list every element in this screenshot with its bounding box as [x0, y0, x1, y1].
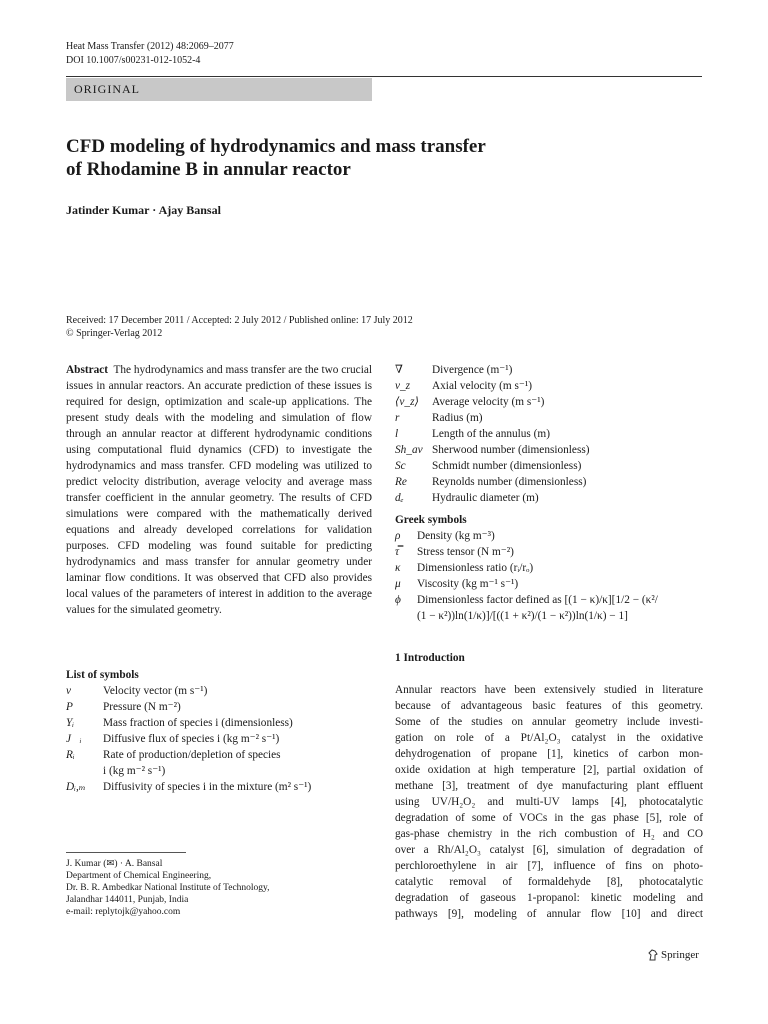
symbol-row: [66, 779, 372, 795]
address-line: e-mail: replytojk@yahoo.com: [66, 907, 181, 917]
symbol-row: [66, 715, 372, 731]
footnote-rule: [66, 852, 186, 853]
symbol: Re: [395, 476, 407, 488]
symbol-description: Schmidt number (dimensionless): [432, 460, 582, 472]
title-line-2: of Rhodamine B in annular reactor: [66, 159, 351, 180]
symbol-row: [395, 544, 703, 560]
symbol-description: Dimensionless ratio (rᵢ/rₒ): [417, 562, 534, 574]
greek-heading: Greek symbols: [395, 514, 467, 526]
symbol: v_z: [395, 380, 411, 392]
abstract: [66, 362, 372, 618]
symbol-row: [66, 731, 372, 747]
symbol-row: [395, 442, 703, 458]
address-line: Jalandhar 144011, Punjab, India: [66, 895, 189, 905]
abstract-text: The hydrodynamics and mass transfer are the two crucial issues in annular reactors. An accurate prediction of these issues is required for design, optimization and scale-up applications. The present study deals with the modeling and simulation of flow through an annular reactor at different hydrodynamic conditions using computational fluid dynamics (CFD) to investigate the hydrodynamics and mass transfer. CFD modeling was utilized to predict velocity distribution, average velocity and average mass transfer coefficient in the annular geometry. The results of CFD simulations were compared with the mathematically derived equations and already developed correlations for validation purposes. CFD modeling was found suitable for predicting hydrodynamics and mass transfer for annular geometry under laminar flow conditions. It was observed that CFD also provides local values of the parameters of interest in addition to the average values for the simulated geometry.: [66, 364, 372, 616]
symbol-row: [395, 528, 703, 544]
address-line: Dr. B. R. Ambedkar National Institute of Technology,: [66, 883, 270, 893]
symbol-row: [395, 378, 703, 394]
symbol-row: [395, 410, 703, 426]
intro-line: over a Rh/Al₂O₃ catalyst [6], simulation of degradation of: [395, 844, 703, 856]
symbol-row: [395, 490, 703, 506]
symbol-description: Average velocity (m s⁻¹): [432, 396, 545, 408]
symbol-description: Axial velocity (m s⁻¹): [432, 380, 533, 392]
symbol-description: Diffusive flux of species i (kg m⁻² s⁻¹): [103, 733, 280, 745]
symbol: l: [395, 428, 399, 440]
journal-citation: Heat Mass Transfer (2012) 48:2069–2077: [66, 41, 234, 52]
symbol-row: [66, 699, 372, 715]
symbol-description: Hydraulic diameter (m): [432, 492, 539, 504]
dates: Received: 17 December 2011 / Accepted: 2 July 2012 / Published online: 17 July 2012: [66, 315, 413, 326]
address-line: Department of Chemical Engineering,: [66, 871, 212, 881]
publisher-name: Springer: [661, 949, 699, 961]
symbol-row: [395, 362, 703, 378]
symbol: Rᵢ: [66, 749, 75, 761]
symbol-row: [395, 560, 703, 576]
symbol-description: Dimensionless factor defined as [(1 − κ)/κ][1/2 − (κ²/: [417, 594, 658, 606]
symbol: Sc: [395, 460, 406, 472]
symbol-description: (1 − κ²))ln(1/κ)]/[((1 + κ²)/(1 − κ²))ln(1/κ) − 1]: [417, 610, 628, 622]
list-of-symbols: [66, 667, 372, 795]
intro-line: gation on role of a Pt/Al₂O₃ catalyst in the oxidative: [395, 732, 703, 744]
intro-heading: 1 Introduction: [395, 652, 465, 664]
symbol-description: Radius (m): [432, 412, 483, 424]
symbol: Dᵢ,ₘ: [66, 781, 86, 793]
symbols-right-list: [395, 362, 703, 506]
publication-info: [66, 314, 413, 340]
intro-line: catalytic removal of formaldehyde [8], photocatalytic: [395, 876, 703, 888]
intro-line: methane [3], treatment of dye manufacturing plant effluent: [395, 780, 703, 792]
intro-line: oxide oxidation at high temperature [2], partial oxidation of: [395, 764, 703, 776]
symbol: ϕ: [395, 594, 401, 606]
header-rule: [66, 76, 702, 77]
symbol-description: Stress tensor (N m⁻²): [417, 546, 514, 558]
symbol-description: Divergence (m⁻¹): [432, 364, 513, 376]
symbol-row: [395, 426, 703, 442]
symbol-row: [395, 592, 703, 608]
copyright: © Springer-Verlag 2012: [66, 328, 163, 339]
abstract-label: Abstract: [66, 364, 109, 376]
symbol-description: Viscosity (kg m⁻¹ s⁻¹): [417, 578, 519, 590]
symbol-row: [395, 608, 703, 624]
intro-line: because of advantageous basic features of this geometry.: [395, 700, 703, 712]
publisher-mark: [648, 949, 699, 961]
symbols-left-list: [66, 683, 372, 795]
symbols-right: [395, 362, 703, 624]
list-of-symbols-heading: List of symbols: [66, 669, 139, 681]
symbol: r: [395, 412, 400, 424]
symbol: ρ: [395, 530, 401, 542]
springer-horse-icon: [648, 949, 658, 961]
intro-line: using UV/H₂O₂ and multi-UV lamps [4], photocatalytic: [395, 796, 703, 808]
symbol-description: Diffusivity of species i in the mixture (m² s⁻¹): [103, 781, 312, 793]
symbol-description: Pressure (N m⁻²): [103, 701, 181, 713]
intro-line: gas-phase chemistry in the rich combustion of H₂ and CO: [395, 828, 703, 840]
paper-title: [66, 135, 626, 181]
symbol-row: [66, 683, 372, 699]
symbol-row: [395, 394, 703, 410]
symbol: κ: [395, 562, 401, 574]
symbol-description: Velocity vector (m s⁻¹): [103, 685, 208, 697]
address-line: J. Kumar (✉) · A. Bansal: [66, 859, 163, 869]
section-band: [66, 78, 372, 101]
symbol: μ: [395, 578, 401, 590]
title-line-1: CFD modeling of hydrodynamics and mass transfer: [66, 136, 486, 157]
section-label: ORIGINAL: [74, 82, 140, 96]
intro-line: pathways [9], modeling of annular flow [10] and direct: [395, 908, 703, 920]
author-address: [66, 858, 270, 918]
intro-line: dehydrogenation of propane [1], kinetics of carbon mon-: [395, 748, 703, 760]
intro-line: degradation of some of VOCs in the gas phase [5], role of: [395, 812, 703, 824]
symbol: Yᵢ: [66, 717, 75, 729]
intro-line: degradation of gaseous 1-propanol: kinetic modeling and: [395, 892, 703, 904]
symbol: ⟨v_z⟩: [395, 396, 419, 408]
symbol: J⃗ᵢ: [66, 733, 82, 745]
symbol-description: Sherwood number (dimensionless): [432, 444, 590, 456]
symbol-description: Mass fraction of species i (dimensionless): [103, 717, 293, 729]
symbol: P: [66, 701, 73, 713]
symbol: ∇: [395, 364, 403, 376]
symbol-row: [66, 747, 372, 763]
symbol-description: i (kg m⁻² s⁻¹): [103, 765, 166, 777]
symbol: τ̿: [395, 546, 400, 558]
symbol-row: [395, 458, 703, 474]
symbol-row: [395, 474, 703, 490]
intro-line: perchloroethylene in air [7], influence of fins on photo-: [395, 860, 703, 872]
authors: Jatinder Kumar · Ajay Bansal: [66, 203, 221, 217]
doi: DOI 10.1007/s00231-012-1052-4: [66, 55, 201, 66]
symbol: dₑ: [395, 492, 404, 504]
intro-line: Annular reactors have been extensively studied in literature: [395, 684, 703, 696]
symbol-description: Reynolds number (dimensionless): [432, 476, 587, 488]
symbol-description: Density (kg m⁻³): [417, 530, 495, 542]
symbol-description: Rate of production/depletion of species: [103, 749, 281, 761]
symbol-row: [395, 576, 703, 592]
intro-text: [395, 682, 703, 922]
greek-symbols-list: [395, 528, 703, 624]
intro-line: Some of the studies on annular geometry include investi-: [395, 716, 703, 728]
symbol: Sh_av: [395, 444, 423, 456]
symbol-row: [66, 763, 372, 779]
symbol-description: Length of the annulus (m): [432, 428, 550, 440]
symbol: v⃗: [66, 685, 80, 697]
